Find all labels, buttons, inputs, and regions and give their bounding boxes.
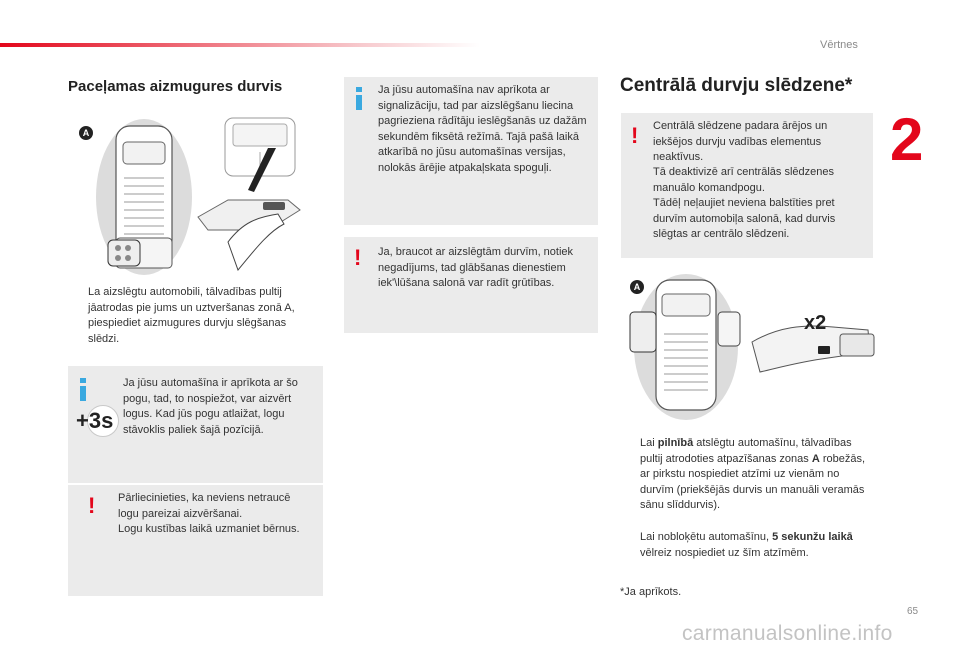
watermark: carmanualsonline.info [682, 622, 893, 645]
signal-info-text: Ja jūsu automašīna nav aprīkota ar signalizāciju, tad par aizslēgšanu liecina pagrieziena rādītāju ieslēgšanās uz dažām sekundēm fiksētā režīmā. Tajā pašā laikā atkarībā no jūsu automašīnas versijas, nolokās ārējie atpakaļskata spoguļi. [378, 84, 587, 174]
chapter-number: 2 [890, 106, 924, 173]
relock-step [620, 530, 882, 561]
tailgate-illustration [78, 112, 318, 277]
central-lock-illustration [628, 272, 888, 422]
warning-icon: ! [631, 123, 639, 148]
accident-warning-text: Ja, braucot ar aizslēgtām durvīm, notiek negadījums, tad glābšanas dienestiem iek'\lūšana salonā var radīt grūtības. [378, 246, 574, 289]
central-lock-warning-3: Tādēļ neļaujiet neviena balstīties pret durvīm automobiļa salonā, kad durvis slēgtas ar centrālo slēdzeni. [653, 197, 836, 240]
warning-icon: ! [88, 493, 96, 518]
left-heading: Paceļamas aizmugures durvis [68, 78, 283, 95]
tailgate-lock-step [68, 285, 330, 347]
window-info-text: Ja jūsu automašīna ir aprīkota ar šo pogu, tad, to nospiežot, var aizvērt logus. Kad jūs pogu atlaižat, logu stāvoklis paliek šajā pozīcijā. [123, 377, 298, 436]
relock-step-text: Lai nobloķētu automašīnu, 5 sekunžu laikā vēlreiz nospiediet uz šīm atzīmēm. [640, 531, 853, 559]
footnote: *Ja aprīkots. [620, 586, 682, 598]
zone-a-marker: A [630, 280, 644, 294]
window-warning-text-1: Pārliecinieties, ka neviens netraucē logu pareizai aizvēršanai. [118, 492, 291, 520]
window-warning-text-2: Logu kustības laikā uzmaniet bērnus. [118, 523, 300, 535]
step-text: La aizslēgtu automobili, tālvadības pultij jāatrodas pie jums un uztveršanas zonā A, piespiediet aizmugures durvju slēgšanas slēdzi. [88, 286, 295, 345]
plus-3s-label: +3s [76, 408, 114, 433]
page-number: 65 [907, 606, 919, 617]
plus-3s-badge [76, 405, 114, 437]
unlock-step-text: Lai pilnībā atslēgtu automašīnu, tālvadības pultij atrodoties atpazīšanas zonas A robežās, ar pirkstu nospiediet atzīmi uz vienām no durvīm (priekšējās durvis un manuāli veramās sānu slīddurvis). [640, 437, 866, 511]
header-accent-bar [0, 43, 480, 47]
unlock-step [620, 436, 882, 514]
warning-icon: ! [354, 245, 362, 270]
info-icon [356, 87, 362, 110]
central-lock-warning-1: Centrālā slēdzene padara ārējos un iekšējos durvju vadības elementus neaktīvus. [653, 120, 828, 163]
right-heading: Centrālā durvju slēdzene* [620, 75, 853, 96]
zone-a-marker: A [79, 126, 93, 140]
section-title: Vērtnes [820, 39, 858, 51]
accident-warning-box [344, 237, 598, 333]
window-warning-box [68, 485, 323, 596]
info-icon [80, 378, 86, 401]
central-lock-warning-2: Tā deaktivizē arī centrālās slēdzenes manuālo komandpogu. [653, 166, 834, 194]
double-press-label: x2 [804, 312, 827, 334]
signal-info-box [344, 77, 598, 225]
central-lock-warning-box [621, 113, 873, 258]
